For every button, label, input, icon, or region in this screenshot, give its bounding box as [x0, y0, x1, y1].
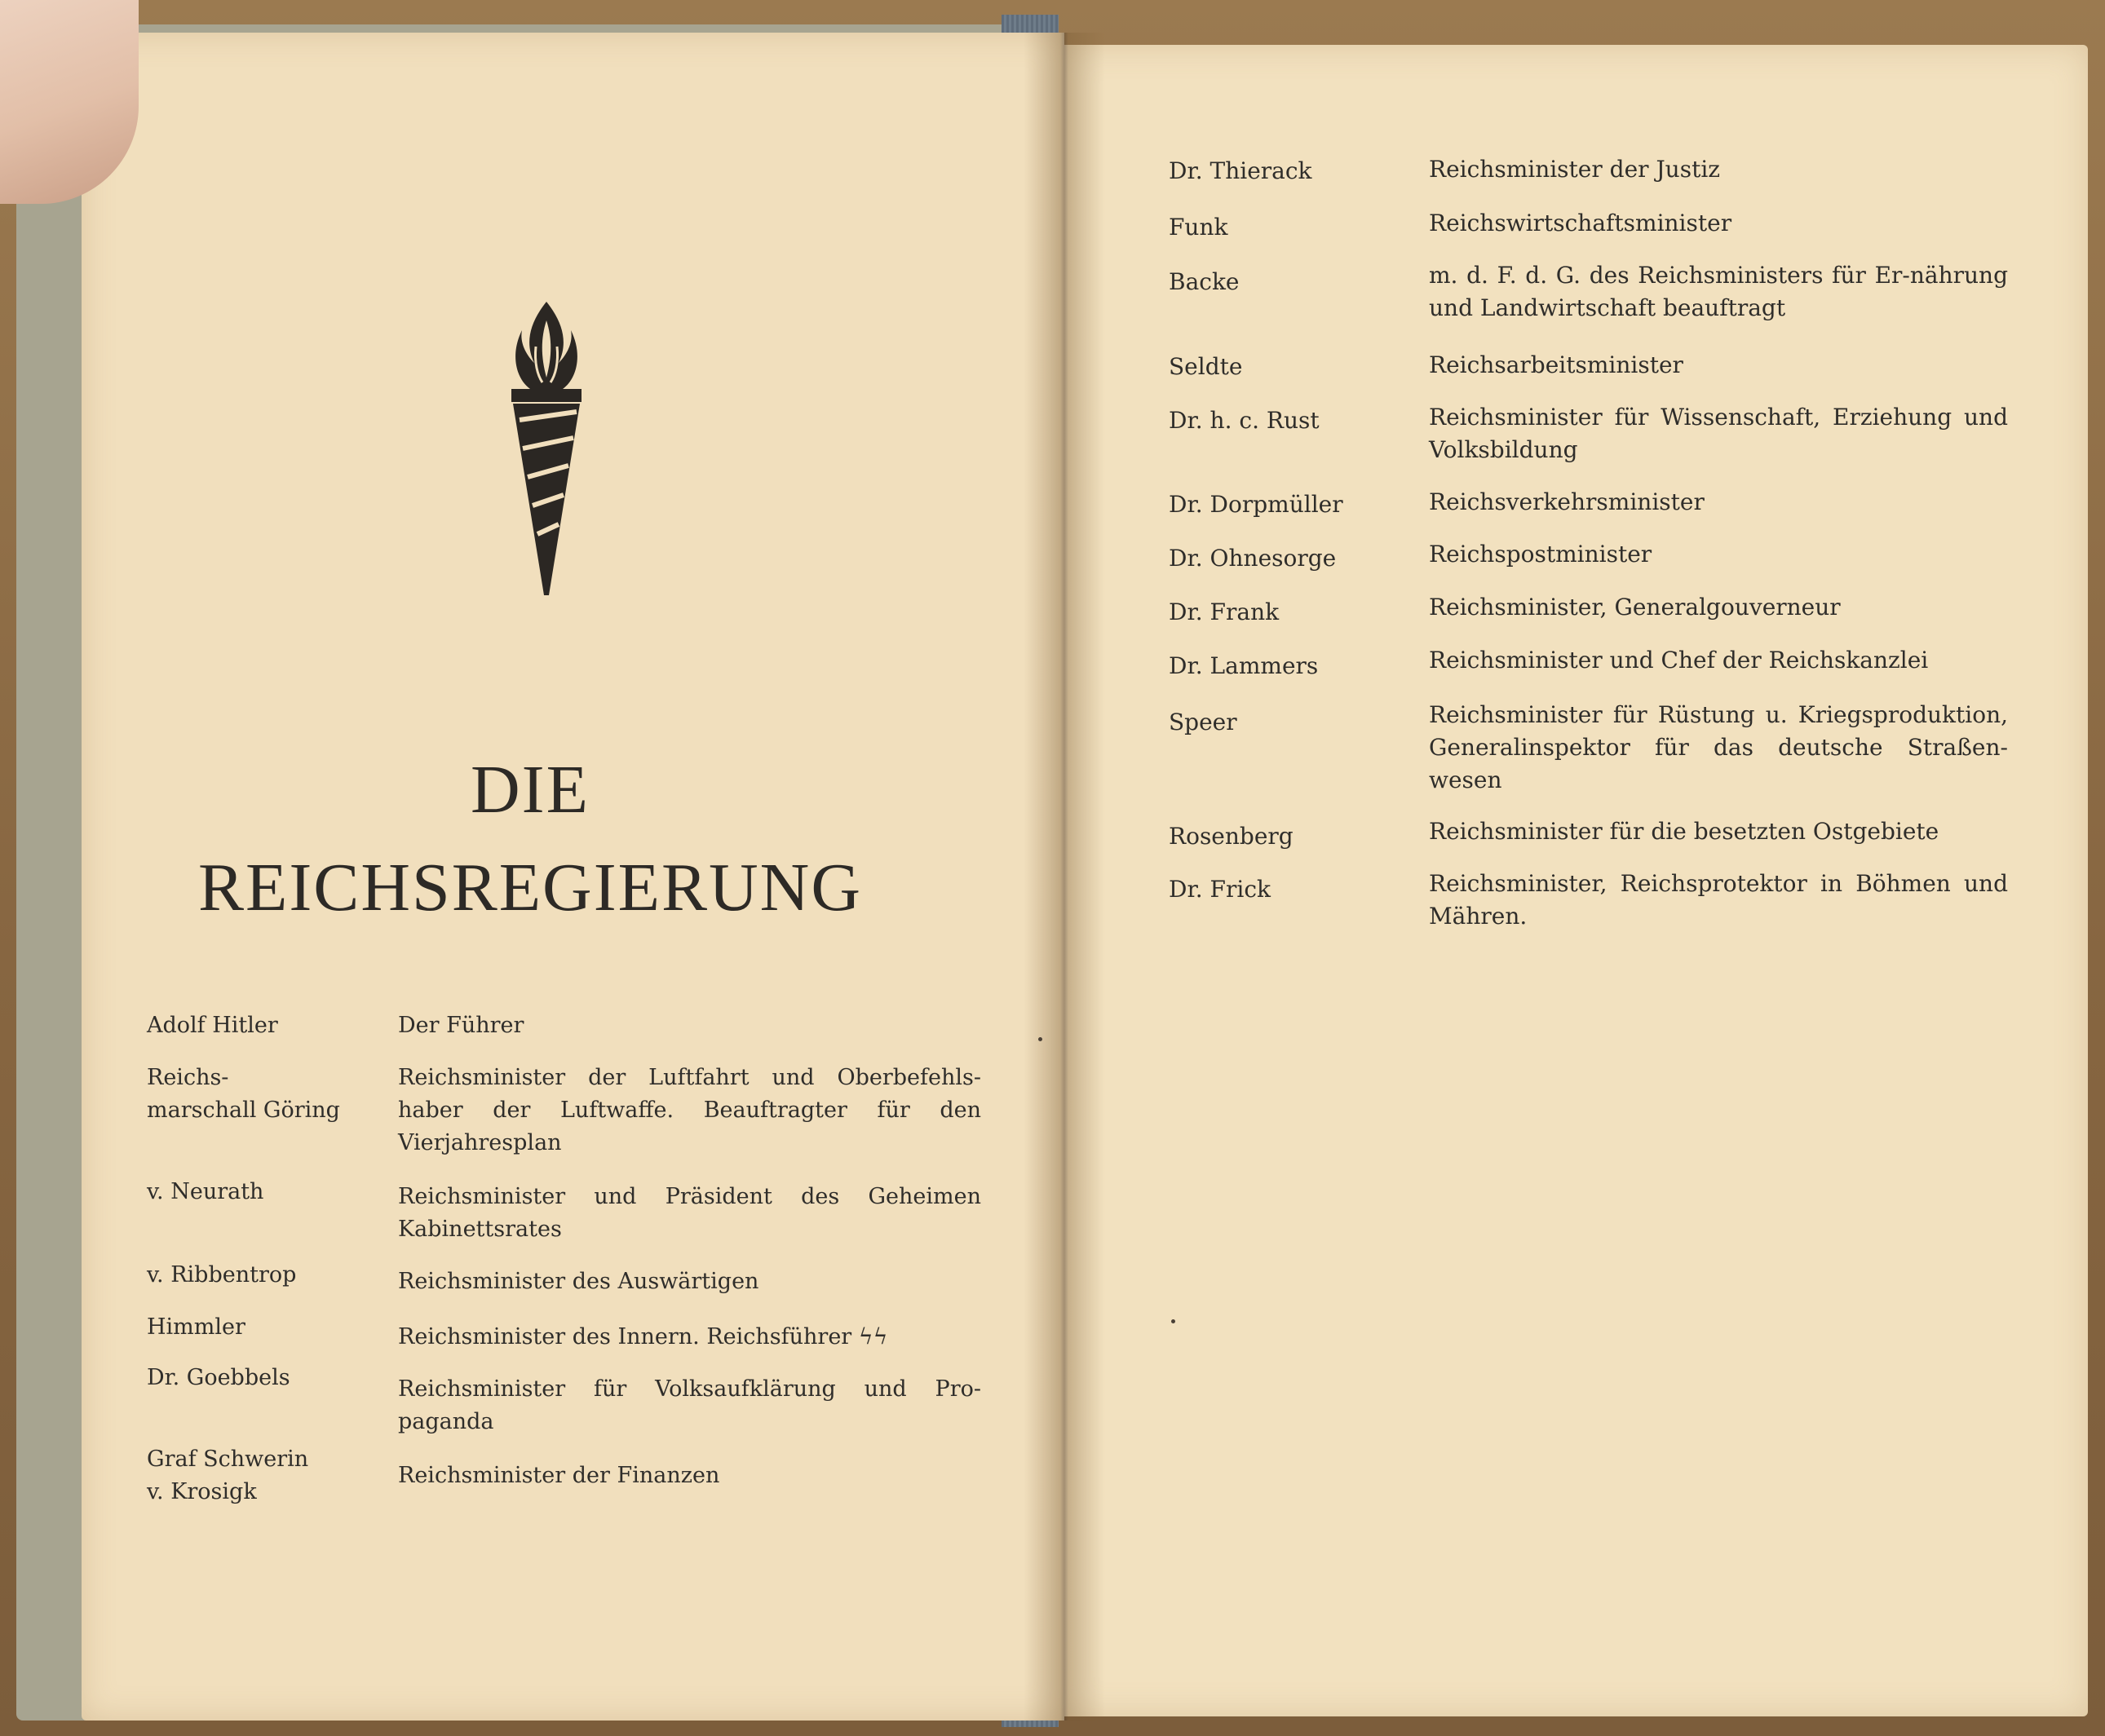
torch-icon — [502, 298, 591, 599]
office-title: Reichsminister für Wissenschaft, Erziehung und Volksbildung — [1429, 404, 2008, 463]
person-name: Adolf Hitler — [147, 1013, 278, 1038]
office-title: Reichsminister und Chef der Reichskanzlei — [1429, 647, 1929, 674]
office-title: Reichsminister des Innern. Reichsführer ϟϟ — [398, 1324, 888, 1349]
person-name: Dr. Lammers — [1169, 652, 1319, 679]
office-title: Reichswirtschaftsminister — [1429, 210, 1732, 236]
office-title: Reichsminister der Finanzen — [398, 1463, 720, 1488]
office-title: Reichspostminister — [1429, 541, 1652, 568]
page-gutter — [1024, 33, 1105, 1721]
person-name: v. Ribbentrop — [147, 1262, 297, 1288]
person-name: Reichs- marschall Göring — [147, 1065, 340, 1123]
person-name: Dr. Dorpmüller — [1169, 491, 1343, 518]
person-name: Seldte — [1169, 353, 1243, 380]
office-title: Reichsminister, Reichsprotektor in Böhmen und Mähren. — [1429, 870, 2008, 930]
person-name: Dr. Ohnesorge — [1169, 545, 1337, 572]
office-title: Reichsminister der Luftfahrt und Oberbefehls-haber der Luftwaffe. Beauftragter für den Vierjahresplan — [398, 1065, 981, 1155]
person-name: Rosenberg — [1169, 823, 1294, 850]
person-name: Dr. Thierack — [1169, 157, 1312, 184]
office-title: Reichsminister der Justiz — [1429, 156, 1721, 183]
person-name: Himmler — [147, 1314, 245, 1340]
office-title: Der Führer — [398, 1013, 524, 1038]
person-name: Backe — [1169, 268, 1240, 295]
office-title: Reichsverkehrsminister — [1429, 488, 1705, 515]
office-title: Reichsminister und Präsident des Geheimen Kabinettsrates — [398, 1184, 981, 1242]
office-title: Reichsminister für die besetzten Ostgebiete — [1429, 818, 1939, 845]
page-speck — [1171, 1319, 1175, 1323]
person-name: Dr. Frank — [1169, 599, 1280, 625]
office-title: Reichsminister für Rüstung u. Kriegsproduktion, Generalinspektor für das deutsche Straßen-wesen — [1429, 701, 2008, 793]
person-name: Dr. Goebbels — [147, 1365, 290, 1390]
person-name: Funk — [1169, 214, 1228, 241]
person-name: Dr. Frick — [1169, 876, 1271, 903]
person-name: Graf Schwerin v. Krosigk — [147, 1447, 309, 1504]
office-title: m. d. F. d. G. des Reichsministers für Er-nährung und Landwirtschaft beauftragt — [1429, 262, 2008, 321]
person-name: Dr. h. c. Rust — [1169, 407, 1320, 434]
office-title: Reichsminister für Volksaufklärung und Pro-paganda — [398, 1376, 981, 1434]
person-name: v. Neurath — [147, 1179, 264, 1204]
heading-line-2: REICHSREGIERUNG — [197, 850, 862, 925]
person-name: Speer — [1169, 709, 1237, 735]
office-title: Reichsarbeitsminister — [1429, 351, 1683, 378]
office-title: Reichsminister, Generalgouverneur — [1429, 594, 1841, 621]
heading-line-1: DIE — [471, 752, 590, 828]
office-title: Reichsminister des Auswärtigen — [398, 1269, 759, 1294]
page-speck — [1038, 1037, 1042, 1041]
